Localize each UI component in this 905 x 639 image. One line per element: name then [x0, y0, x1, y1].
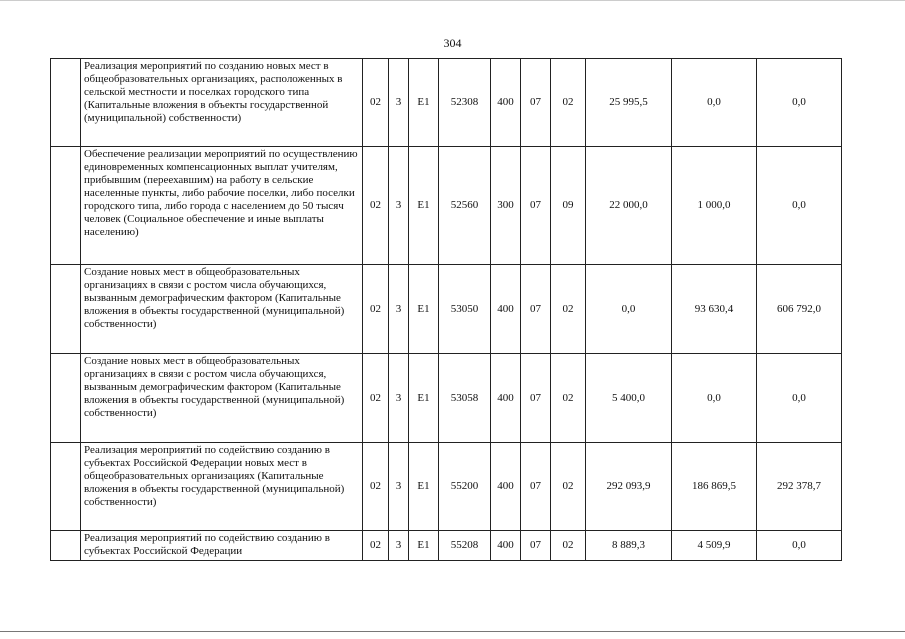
section-code: 07: [521, 531, 551, 561]
direction-code: 53050: [439, 265, 491, 354]
amount-year-2: 1 000,0: [672, 147, 757, 265]
budget-table: [50, 58, 842, 561]
amount-year-1: 292 093,9: [586, 443, 672, 531]
section-code: 07: [521, 147, 551, 265]
subprogram-code: 3: [389, 531, 409, 561]
row-index-cell: [51, 531, 81, 561]
direction-code: 52308: [439, 59, 491, 147]
amount-year-2: 0,0: [672, 354, 757, 443]
amount-year-2: 4 509,9: [672, 531, 757, 561]
subsection-code: 02: [551, 265, 586, 354]
program-code: 02: [363, 531, 389, 561]
amount-year-3: 292 378,7: [757, 443, 842, 531]
row-description: Создание новых мест в общеобразовательных организациях в связи с ростом числа обучающихся, вызванным демографическим фактором (Капитальные вложения в объекты государственной (муниципальной) собственности): [81, 265, 363, 354]
amount-year-2: 0,0: [672, 59, 757, 147]
amount-year-3: 0,0: [757, 531, 842, 561]
subsection-code: 02: [551, 59, 586, 147]
amount-year-3: 0,0: [757, 59, 842, 147]
section-code: 07: [521, 59, 551, 147]
program-code: 02: [363, 59, 389, 147]
amount-year-1: 22 000,0: [586, 147, 672, 265]
subsection-code: 02: [551, 531, 586, 561]
expense-type-code: 400: [491, 59, 521, 147]
amount-year-2: 93 630,4: [672, 265, 757, 354]
subprogram-code: 3: [389, 147, 409, 265]
table-row: [51, 531, 842, 561]
row-index-cell: [51, 59, 81, 147]
row-index-cell: [51, 443, 81, 531]
row-description: Реализация мероприятий по содействию созданию в субъектах Российской Федерации: [81, 531, 363, 561]
section-code: 07: [521, 354, 551, 443]
subsection-code: 02: [551, 443, 586, 531]
program-code: 02: [363, 147, 389, 265]
project-code: E1: [409, 354, 439, 443]
section-code: 07: [521, 443, 551, 531]
project-code: E1: [409, 443, 439, 531]
amount-year-2: 186 869,5: [672, 443, 757, 531]
row-description: Обеспечение реализации мероприятий по осуществлению единовременных компенсационных выплат учителям, прибывшим (переехавшим) на работу в сельские населенные пункты, либо рабочие поселки, либо поселки городского типа, либо города с населением до 50 тысяч человек (Социальное обеспечение и иные выплаты населению): [81, 147, 363, 265]
subprogram-code: 3: [389, 443, 409, 531]
table-row: [51, 147, 842, 265]
row-description: Реализация мероприятий по содействию созданию в субъектах Российской Федерации новых мест в общеобразовательных организациях (Капитальные вложения в объекты государственной (муниципальной) собственности): [81, 443, 363, 531]
expense-type-code: 400: [491, 443, 521, 531]
row-description: Создание новых мест в общеобразовательных организациях в связи с ростом числа обучающихся, вызванным демографическим фактором (Капитальные вложения в объекты государственной (муниципальной) собственности): [81, 354, 363, 443]
amount-year-1: 8 889,3: [586, 531, 672, 561]
expense-type-code: 400: [491, 354, 521, 443]
expense-type-code: 300: [491, 147, 521, 265]
amount-year-1: 5 400,0: [586, 354, 672, 443]
amount-year-1: 25 995,5: [586, 59, 672, 147]
subsection-code: 02: [551, 354, 586, 443]
amount-year-1: 0,0: [586, 265, 672, 354]
program-code: 02: [363, 443, 389, 531]
row-description: Реализация мероприятий по созданию новых мест в общеобразовательных организациях, расположенных в сельской местности и поселках городского типа (Капитальные вложения в объекты государственной (муниципальной) собственности): [81, 59, 363, 147]
table-row: [51, 59, 842, 147]
amount-year-3: 0,0: [757, 354, 842, 443]
table-row: [51, 354, 842, 443]
program-code: 02: [363, 265, 389, 354]
project-code: E1: [409, 531, 439, 561]
direction-code: 55208: [439, 531, 491, 561]
page-number: 304: [443, 36, 462, 50]
project-code: E1: [409, 59, 439, 147]
section-code: 07: [521, 265, 551, 354]
project-code: E1: [409, 265, 439, 354]
table-body: [51, 59, 842, 561]
scan-bottom-edge: [0, 631, 905, 632]
direction-code: 53058: [439, 354, 491, 443]
expense-type-code: 400: [491, 531, 521, 561]
direction-code: 55200: [439, 443, 491, 531]
scan-top-edge: [0, 0, 905, 1]
table-row: [51, 265, 842, 354]
row-index-cell: [51, 354, 81, 443]
subprogram-code: 3: [389, 354, 409, 443]
subprogram-code: 3: [389, 59, 409, 147]
direction-code: 52560: [439, 147, 491, 265]
row-index-cell: [51, 147, 81, 265]
subprogram-code: 3: [389, 265, 409, 354]
subsection-code: 09: [551, 147, 586, 265]
program-code: 02: [363, 354, 389, 443]
amount-year-3: 606 792,0: [757, 265, 842, 354]
table-row: [51, 443, 842, 531]
project-code: E1: [409, 147, 439, 265]
expense-type-code: 400: [491, 265, 521, 354]
row-index-cell: [51, 265, 81, 354]
amount-year-3: 0,0: [757, 147, 842, 265]
